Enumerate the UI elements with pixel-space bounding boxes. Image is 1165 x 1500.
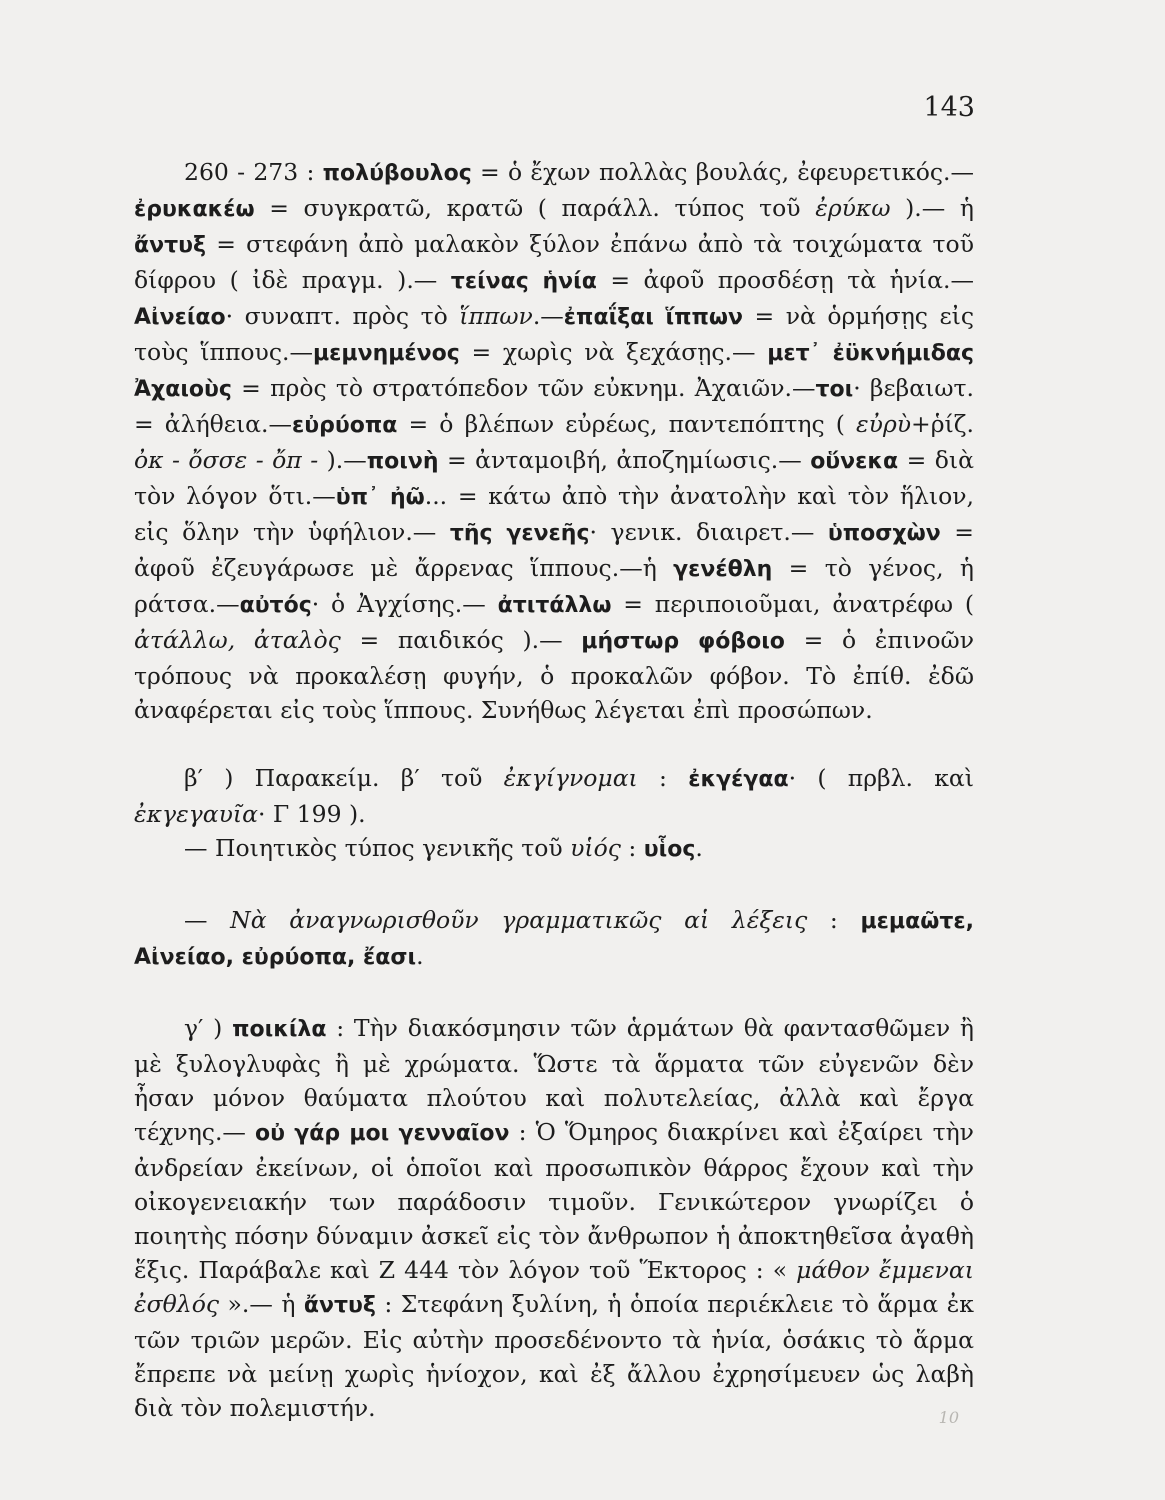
text-run: · Γ 199 ). <box>257 800 366 828</box>
text-run: : <box>637 764 689 792</box>
lemma-term: ἄντυξ <box>303 1293 376 1318</box>
text-run: : <box>620 834 644 862</box>
text-run: ).— <box>318 446 367 474</box>
text-run: : Ὁ Ὅμηρος διακρίνει καὶ ἐξαίρει τὴν ἀνδρείαν ἐκείνων, οἱ ὁποῖοι καὶ προσωπικὸν θάρρος ἔχουν καὶ τὴν οἰκογενειακήν των παράδοσιν τιμοῦν. Γενικώτερον γνωρίζει ὁ ποιητὴς πόσην δύναμιν ἀσκεῖ εἰς τὸν ἄνθρωπον ἡ ἀποκτηθεῖσα ἀγαθὴ ἕξις. Παράβαλε καὶ Ζ 444 τὸν λόγον τοῦ Ἕκτορος : « <box>134 1118 974 1284</box>
text-run: = τὸ γένος, ἡ ράτσα.— <box>134 554 974 618</box>
text-run: = στεφάνη ἀπὸ μαλακὸν ξύλον ἐπάνω ἀπὸ τὰ τοιχώματα τοῦ δίφρου ( ἰδὲ πραγμ. ).— <box>134 230 974 294</box>
text-run: = ἀνταμοιβή, ἀποζημίωσις.— <box>438 446 811 474</box>
text-run: β′ ) Παρακείμ. β′ τοῦ <box>184 764 504 792</box>
lemma-term: ἄντυξ <box>134 233 206 258</box>
text-run: ... = κάτω ἀπὸ τὴν ἀνατολὴν καὶ τὸν ἥλιον, εἰς ὅλην τὴν ὑφήλιον.— <box>134 482 974 546</box>
paragraph-gamma <box>134 1011 974 1425</box>
italic-text: υἱός <box>570 834 621 862</box>
lemma-term: μήστωρ φόβοιο <box>581 629 785 654</box>
text-run: · ὁ Ἀγχίσης.— <box>311 590 498 618</box>
text-run: = παιδικός ).— <box>340 626 582 654</box>
text-run: = διὰ τὸν λόγον ὅτι.— <box>134 446 974 510</box>
italic-text: Νὰ ἀναγνωρισθοῦν γραμματικῶς αἱ λέξεις <box>230 906 808 934</box>
text-run: = ἀφοῦ προσδέσῃ τὰ ἡνία.— <box>596 266 974 294</box>
page-number: 143 <box>923 92 975 123</box>
lemma-term: τείνας ἡνία <box>450 269 597 294</box>
text-run: ».— ἡ <box>219 1290 304 1318</box>
text-run: = ὁ ἔχων πολλὰς βουλάς, ἐφευρετικός.— <box>471 158 974 186</box>
italic-text: εὐρὺ <box>856 410 912 438</box>
italic-text: ἐκγεγαυῖα <box>134 800 258 828</box>
italic-text: ὀκ - ὄσσε - ὄπ - <box>134 446 319 474</box>
text-run: +ῥίζ. <box>911 410 974 438</box>
paragraph-beta <box>134 761 974 831</box>
text-run: = πρὸς τὸ στρατόπεδον τῶν εὐκνημ. Ἀχαιῶν.— <box>231 374 816 402</box>
lemma-term: αὐτός <box>239 593 312 618</box>
text-run: . <box>695 834 703 862</box>
lemma-term: οὕνεκα <box>810 449 899 474</box>
lemma-term: μεμαῶτε, Αἰνείαο, εὐρύοπα, ἔασι <box>134 909 974 970</box>
paragraph-vocabulary <box>134 155 974 727</box>
text-run: = ὁ βλέπων εὐρέως, παντεπόπτης ( <box>397 410 857 438</box>
lemma-term: οὐ γάρ μοι γενναῖον <box>255 1121 510 1146</box>
lemma-term: τῆς γενεῆς <box>449 521 590 546</box>
text-run: 260 - 273 : <box>184 158 323 186</box>
lemma-term: ποινὴ <box>366 449 439 474</box>
text-run: γ′ ) <box>184 1014 233 1042</box>
text-run: .— <box>532 302 564 330</box>
text-run: : Στεφάνη ξυλίνη, ἡ ὁποία περιέκλειε τὸ ἅρμα ἐκ τῶν τριῶν μερῶν. Εἰς αὐτὴν προσεδένοντο τὰ ἡνία, ὁσάκις τὸ ἅρμα ἔπρεπε νὰ μείνῃ χωρὶς ἡνίοχον, καὶ ἐξ ἄλλου ἐχρησίμευεν ὡς λαβὴ διὰ τὸν πολεμιστήν. <box>134 1290 974 1422</box>
lemma-term: τοι <box>815 377 854 402</box>
italic-text: ἀτάλλω, ἀταλὸς <box>134 626 341 654</box>
lemma-term: ἐρυκακέω <box>134 197 255 222</box>
faint-bleed-mark: 10 <box>938 1408 959 1427</box>
lemma-term: ποικίλα <box>232 1017 327 1042</box>
italic-text: ἐρύκω <box>815 194 891 222</box>
text-run: ).— ἡ <box>890 194 974 222</box>
text-run: · ( πρβλ. καὶ <box>788 764 975 792</box>
italic-text: ἵππων <box>459 302 533 330</box>
text-run: = περιποιοῦμαι, ἀνατρέφω ( <box>611 590 974 618</box>
lemma-term: ἀτιτάλλω <box>497 593 612 618</box>
text-run: — <box>184 906 231 934</box>
text-run: = ἀφοῦ ἐζευγάρωσε μὲ ἄρρενας ἵππους.—ἡ <box>134 518 974 582</box>
lemma-term: πολύβουλος <box>322 161 472 186</box>
paragraph-exercise <box>134 903 974 975</box>
lemma-term: γενέθλη <box>673 557 773 582</box>
lemma-term: ἐπαΐξαι ἵππων <box>563 305 743 330</box>
text-run: = χωρὶς νὰ ξεχάσῃς.— <box>459 338 768 366</box>
lemma-term: μεμνημένος <box>312 341 460 366</box>
text-run: : Τὴν διακόσμησιν τῶν ἁρμάτων θὰ φαντασθῶμεν ἢ μὲ ξυλογλυφὰς ἢ μὲ χρώματα. Ὥστε τὰ ἅρματα τῶν εὐγενῶν δὲν ἦσαν μόνον θαύματα πλούτου καὶ πολυτελείας, ἀλλὰ καὶ ἔργα τέχνης.— <box>134 1014 974 1146</box>
paragraph-poetic-form <box>134 831 974 867</box>
commentary-body <box>134 155 974 1425</box>
lemma-term: ὑπ᾽ ἠῶ <box>335 485 425 510</box>
lemma-term: ἐκγέγαα <box>688 767 789 792</box>
lemma-term: υἷος <box>643 837 696 862</box>
text-run: : <box>807 906 861 934</box>
lemma-term: μετ᾽ ἐϋκνήμιδας Ἀχαιοὺς <box>134 341 974 402</box>
lemma-term: ὑποσχὼν <box>827 521 941 546</box>
italic-text: ἐκγίγνομαι <box>503 764 638 792</box>
text-run: · συναπτ. πρὸς τὸ <box>225 302 460 330</box>
lemma-term: εὐρύοπα <box>292 413 398 438</box>
text-run: — Ποιητικὸς τύπος γενικῆς τοῦ <box>184 834 571 862</box>
lemma-term: Αἰνείαο <box>134 305 226 330</box>
text-run: · γενικ. διαιρετ.— <box>589 518 828 546</box>
text-run: · βεβαιωτ. = ἀλήθεια.— <box>134 374 974 438</box>
text-run: . <box>416 942 424 970</box>
text-run: = ὁ ἐπινοῶν τρόπους νὰ προκαλέσῃ φυγήν, ὁ προκαλῶν φόβον. Τὸ ἐπίθ. ἐδῶ ἀναφέρεται εἰς τοὺς ἵππους. Συνήθως λέγεται ἐπὶ προσώπων. <box>134 626 974 724</box>
text-run: = νὰ ὁρμήσῃς εἰς τοὺς ἵππους.— <box>134 302 975 366</box>
text-run: = συγκρατῶ, κρατῶ ( παράλλ. τύπος τοῦ <box>254 194 816 222</box>
italic-text: μάθον ἔμμεναι ἐσθλός <box>134 1256 974 1318</box>
